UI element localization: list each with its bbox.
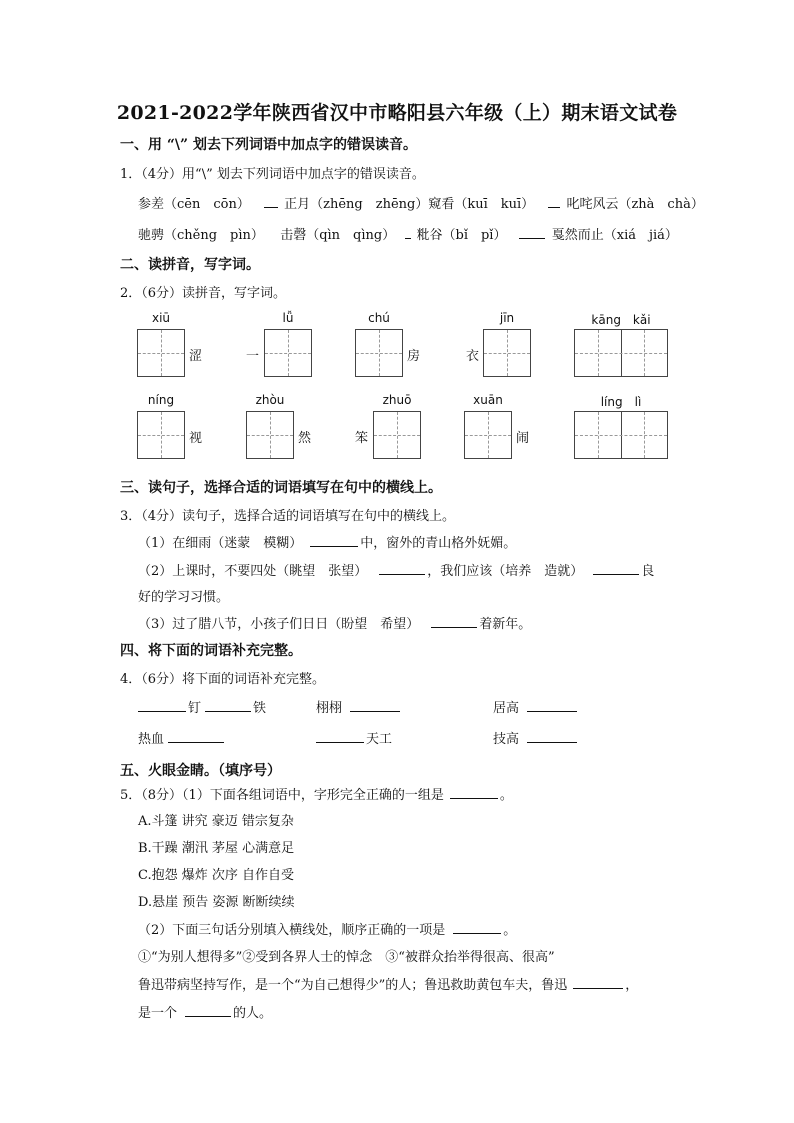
- section-1-heading: 一、用 “\” 划去下列词语中加点字的错误读音。: [120, 137, 417, 153]
- pinyin: xiū: [151, 311, 171, 325]
- pinyin: líng lì: [600, 395, 642, 409]
- answer-blank[interactable]: [350, 699, 400, 712]
- answer-blank[interactable]: [453, 921, 501, 934]
- idiom-part: 钉: [188, 701, 202, 716]
- given-char: 衣: [466, 349, 480, 364]
- q1-item: 戛然而止（xiá jiá）: [551, 228, 678, 243]
- question-text: 。: [499, 788, 513, 803]
- idiom-part: 栩栩: [316, 701, 343, 716]
- question-text: 5．（8分）（1）下面各组词语中，字形完全正确的一组是: [120, 788, 444, 803]
- answer-blank[interactable]: [431, 615, 477, 628]
- q1-item: 叱咤风云（zhà chà）: [566, 197, 704, 212]
- q1-item: 参差（cēn cōn）: [138, 197, 250, 212]
- section-3-heading: 三、读句子，选择合适的词语填写在句中的横线上。: [120, 480, 442, 496]
- writing-box[interactable]: [373, 411, 421, 459]
- sentence-text: ，我们应该（培养 造就）: [427, 564, 584, 579]
- option-b[interactable]: B.干躁 潮汛 茅屋 心满意足: [138, 841, 295, 856]
- section-5-heading: 五、火眼金睛。（填序号）: [120, 763, 281, 779]
- given-char: 一: [246, 349, 260, 364]
- answer-blank[interactable]: [450, 786, 498, 799]
- writing-box[interactable]: [464, 411, 512, 459]
- q1-row-2: [138, 224, 678, 243]
- given-char: 闹: [516, 431, 530, 446]
- q1-item: 正月（zhēng zhēng）窥看（kuī kuī）: [284, 197, 535, 212]
- sentence-text: （2）上课时，不要四处（眺望 张望）: [138, 564, 368, 579]
- passage-text: 鲁迅带病坚持写作，是一个“为自己想得少”的人；鲁迅救助黄包车夫，鲁迅: [138, 978, 568, 993]
- answer-blank[interactable]: [310, 534, 358, 547]
- given-char: 视: [189, 431, 203, 446]
- question-5-part-2: [138, 919, 516, 938]
- pinyin: xuān: [473, 393, 503, 407]
- writing-box-double[interactable]: [574, 329, 668, 377]
- idiom-part: 技高: [493, 732, 520, 747]
- given-char: 然: [298, 431, 312, 446]
- q5-passage-line-2: [138, 1002, 272, 1021]
- answer-blank[interactable]: [379, 562, 425, 575]
- answer-blank[interactable]: [548, 195, 560, 208]
- writing-box[interactable]: [137, 329, 185, 377]
- pinyin: níng: [147, 393, 175, 407]
- pinyin: zhuō: [382, 393, 412, 407]
- question-text: 。: [503, 923, 517, 938]
- q4-item-3: [493, 697, 577, 716]
- question-5-part-1: [120, 784, 513, 803]
- q3-sentence-1: [138, 532, 516, 551]
- sentence-text: （1）在细雨（迷蒙 模糊）: [138, 536, 303, 551]
- writing-box[interactable]: [483, 329, 531, 377]
- q4-item-2: [316, 697, 400, 716]
- given-char: 房: [407, 349, 421, 364]
- q3-sentence-3: [138, 613, 531, 632]
- sentence-text: 良: [641, 564, 655, 579]
- idiom-part: 居高: [493, 701, 520, 716]
- answer-blank[interactable]: [205, 699, 251, 712]
- answer-blank[interactable]: [264, 195, 278, 208]
- pinyin: lǚ: [282, 311, 294, 325]
- option-c[interactable]: C.抱怨 爆炸 次序 自作自受: [138, 868, 295, 883]
- writing-box[interactable]: [355, 329, 403, 377]
- sentence-text: 着新年。: [479, 617, 532, 632]
- writing-box[interactable]: [246, 411, 294, 459]
- writing-box-double[interactable]: [574, 411, 668, 459]
- exam-title: 2021-2022学年陕西省汉中市略阳县六年级（上）期末语文试卷: [116, 102, 678, 124]
- q4-item-1: [138, 697, 266, 716]
- idiom-part: 天工: [366, 732, 393, 747]
- given-char: 涩: [189, 349, 203, 364]
- answer-blank[interactable]: [316, 730, 364, 743]
- idiom-part: 铁: [253, 701, 267, 716]
- option-a[interactable]: A.斗篷 讲究 豪迈 错宗复杂: [138, 814, 294, 829]
- section-4-heading: 四、将下面的词语补充完整。: [120, 643, 302, 659]
- question-2: 2．（6分）读拼音，写字词。: [120, 286, 287, 301]
- q5-items: ①“为别人想得多”②受到各界人士的悼念 ③“被群众抬举得很高、很高”: [138, 950, 555, 965]
- pinyin: chú: [368, 311, 390, 325]
- pinyin: kāng kǎi: [591, 313, 651, 327]
- passage-text: ，: [625, 978, 639, 993]
- passage-text: 是一个: [138, 1006, 178, 1021]
- q4-item-5: [316, 728, 392, 747]
- writing-box[interactable]: [264, 329, 312, 377]
- passage-text: 的人。: [233, 1006, 273, 1021]
- q3-sentence-2-cont: 好的学习习惯。: [138, 590, 230, 605]
- answer-blank[interactable]: [527, 730, 577, 743]
- q1-item: 粃谷（bǐ pǐ）: [416, 228, 507, 243]
- sentence-text: 中，窗外的青山格外妩媚。: [360, 536, 517, 551]
- q1-row-1: [138, 193, 704, 212]
- pinyin: jīn: [499, 311, 515, 325]
- given-char: 笨: [355, 431, 369, 446]
- q1-item: 驰骋（chěng pìn）: [138, 228, 264, 243]
- question-text: （2）下面三句话分别填入横线处，顺序正确的一项是: [138, 923, 446, 938]
- section-2-heading: 二、读拼音，写字词。: [120, 257, 260, 273]
- answer-blank[interactable]: [573, 976, 623, 989]
- idiom-part: 热血: [138, 732, 165, 747]
- answer-blank[interactable]: [168, 730, 224, 743]
- option-d[interactable]: D.悬崖 预告 姿源 断断续续: [138, 895, 295, 910]
- writing-box[interactable]: [137, 411, 185, 459]
- question-1: 1．（4分）用“\” 划去下列词语中加点字的错误读音。: [120, 167, 425, 182]
- q4-item-4: [138, 728, 224, 747]
- q4-item-6: [493, 728, 577, 747]
- question-4: 4．（6分）将下面的词语补充完整。: [120, 672, 326, 687]
- q5-passage-line-1: [138, 974, 638, 993]
- question-3: 3．（4分）读句子，选择合适的词语填写在句中的横线上。: [120, 509, 456, 524]
- pinyin: zhòu: [255, 393, 285, 407]
- answer-blank[interactable]: [593, 562, 639, 575]
- sentence-text: （3）过了腊八节，小孩子们日日（盼望 希望）: [138, 617, 420, 632]
- answer-blank[interactable]: [519, 226, 545, 239]
- q1-item: 击磬（qìn qìng）: [280, 228, 396, 243]
- answer-blank[interactable]: [405, 226, 411, 239]
- answer-blank[interactable]: [527, 699, 577, 712]
- q3-sentence-2: [138, 560, 654, 579]
- answer-blank[interactable]: [138, 699, 186, 712]
- answer-blank[interactable]: [185, 1004, 231, 1017]
